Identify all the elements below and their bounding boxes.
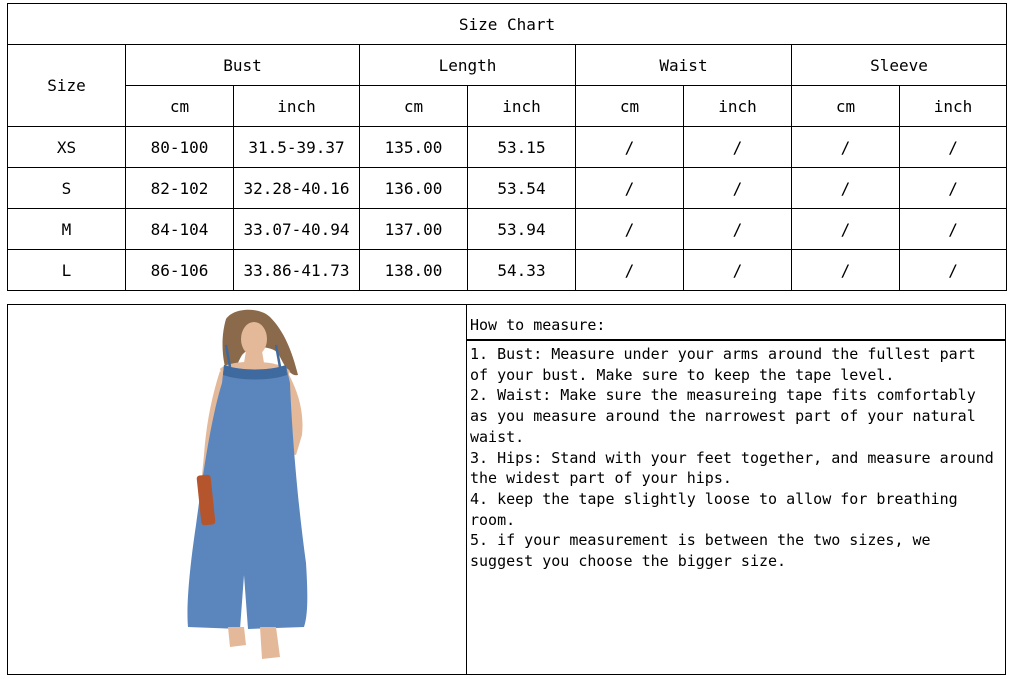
table-row (8, 209, 1007, 250)
table-cell: 138.00 (360, 250, 468, 291)
table-cell: 84-104 (126, 209, 234, 250)
table-cell: / (576, 127, 684, 168)
how-to-measure-panel (466, 304, 1006, 675)
measure-instruction: 5. if your measurement is between the two sizes, we suggest you choose the bigger size. (470, 531, 931, 571)
table-cell: / (684, 250, 792, 291)
table-cell: / (684, 168, 792, 209)
size-chart-title: Size Chart (8, 4, 1007, 45)
table-cell: 33.86-41.73 (234, 250, 360, 291)
table-cell: / (900, 209, 1007, 250)
table-cell: / (792, 127, 900, 168)
table-cell: / (684, 209, 792, 250)
size-label: XS (8, 127, 126, 168)
unit-header: cm (360, 86, 468, 127)
table-cell: 53.94 (468, 209, 576, 250)
table-cell: 53.15 (468, 127, 576, 168)
table-cell: / (792, 250, 900, 291)
table-cell: 31.5-39.37 (234, 127, 360, 168)
table-row (8, 168, 1007, 209)
measure-instruction: 2. Waist: Make sure the measureing tape fits comfortably as you measure around the narrowest part of your natural waist. (470, 386, 976, 446)
table-cell: 54.33 (468, 250, 576, 291)
unit-header: inch (234, 86, 360, 127)
model-jumpsuit-illustration (8, 305, 466, 674)
table-cell: 32.28-40.16 (234, 168, 360, 209)
table-cell: 136.00 (360, 168, 468, 209)
size-label: S (8, 168, 126, 209)
table-cell: 137.00 (360, 209, 468, 250)
table-cell: / (576, 168, 684, 209)
size-label: L (8, 250, 126, 291)
table-cell: 86-106 (126, 250, 234, 291)
measure-instruction: 3. Hips: Stand with your feet together, and measure around the widest part of your hips. (470, 448, 994, 488)
unit-header: cm (792, 86, 900, 127)
table-cell: 80-100 (126, 127, 234, 168)
table-cell: / (792, 168, 900, 209)
product-photo (7, 304, 467, 675)
table-cell: 135.00 (360, 127, 468, 168)
table-cell: / (900, 168, 1007, 209)
table-cell: / (792, 209, 900, 250)
size-label: M (8, 209, 126, 250)
table-cell: 82-102 (126, 168, 234, 209)
size-chart-table (7, 3, 1007, 291)
group-header-sleeve: Sleeve (792, 45, 1007, 86)
group-header-bust: Bust (126, 45, 360, 86)
size-column-header: Size (8, 45, 126, 127)
how-to-measure-title: How to measure: (467, 305, 1005, 341)
table-cell: / (900, 127, 1007, 168)
group-header-waist: Waist (576, 45, 792, 86)
measure-instruction: 1. Bust: Measure under your arms around the fullest part of your bust. Make sure to keep the tape level. (470, 345, 976, 384)
bottom-section (7, 304, 1006, 675)
table-cell: / (576, 209, 684, 250)
table-row (8, 250, 1007, 291)
table-row (8, 127, 1007, 168)
table-cell: 53.54 (468, 168, 576, 209)
group-header-length: Length (360, 45, 576, 86)
table-cell: / (684, 127, 792, 168)
unit-header: inch (468, 86, 576, 127)
measure-instruction: 4. keep the tape slightly loose to allow for breathing room. (470, 489, 958, 529)
unit-header: inch (900, 86, 1007, 127)
table-cell: 33.07-40.94 (234, 209, 360, 250)
table-cell: / (900, 250, 1007, 291)
unit-header: cm (576, 86, 684, 127)
unit-header: cm (126, 86, 234, 127)
measure-instructions (467, 341, 1005, 572)
unit-header: inch (684, 86, 792, 127)
table-cell: / (576, 250, 684, 291)
